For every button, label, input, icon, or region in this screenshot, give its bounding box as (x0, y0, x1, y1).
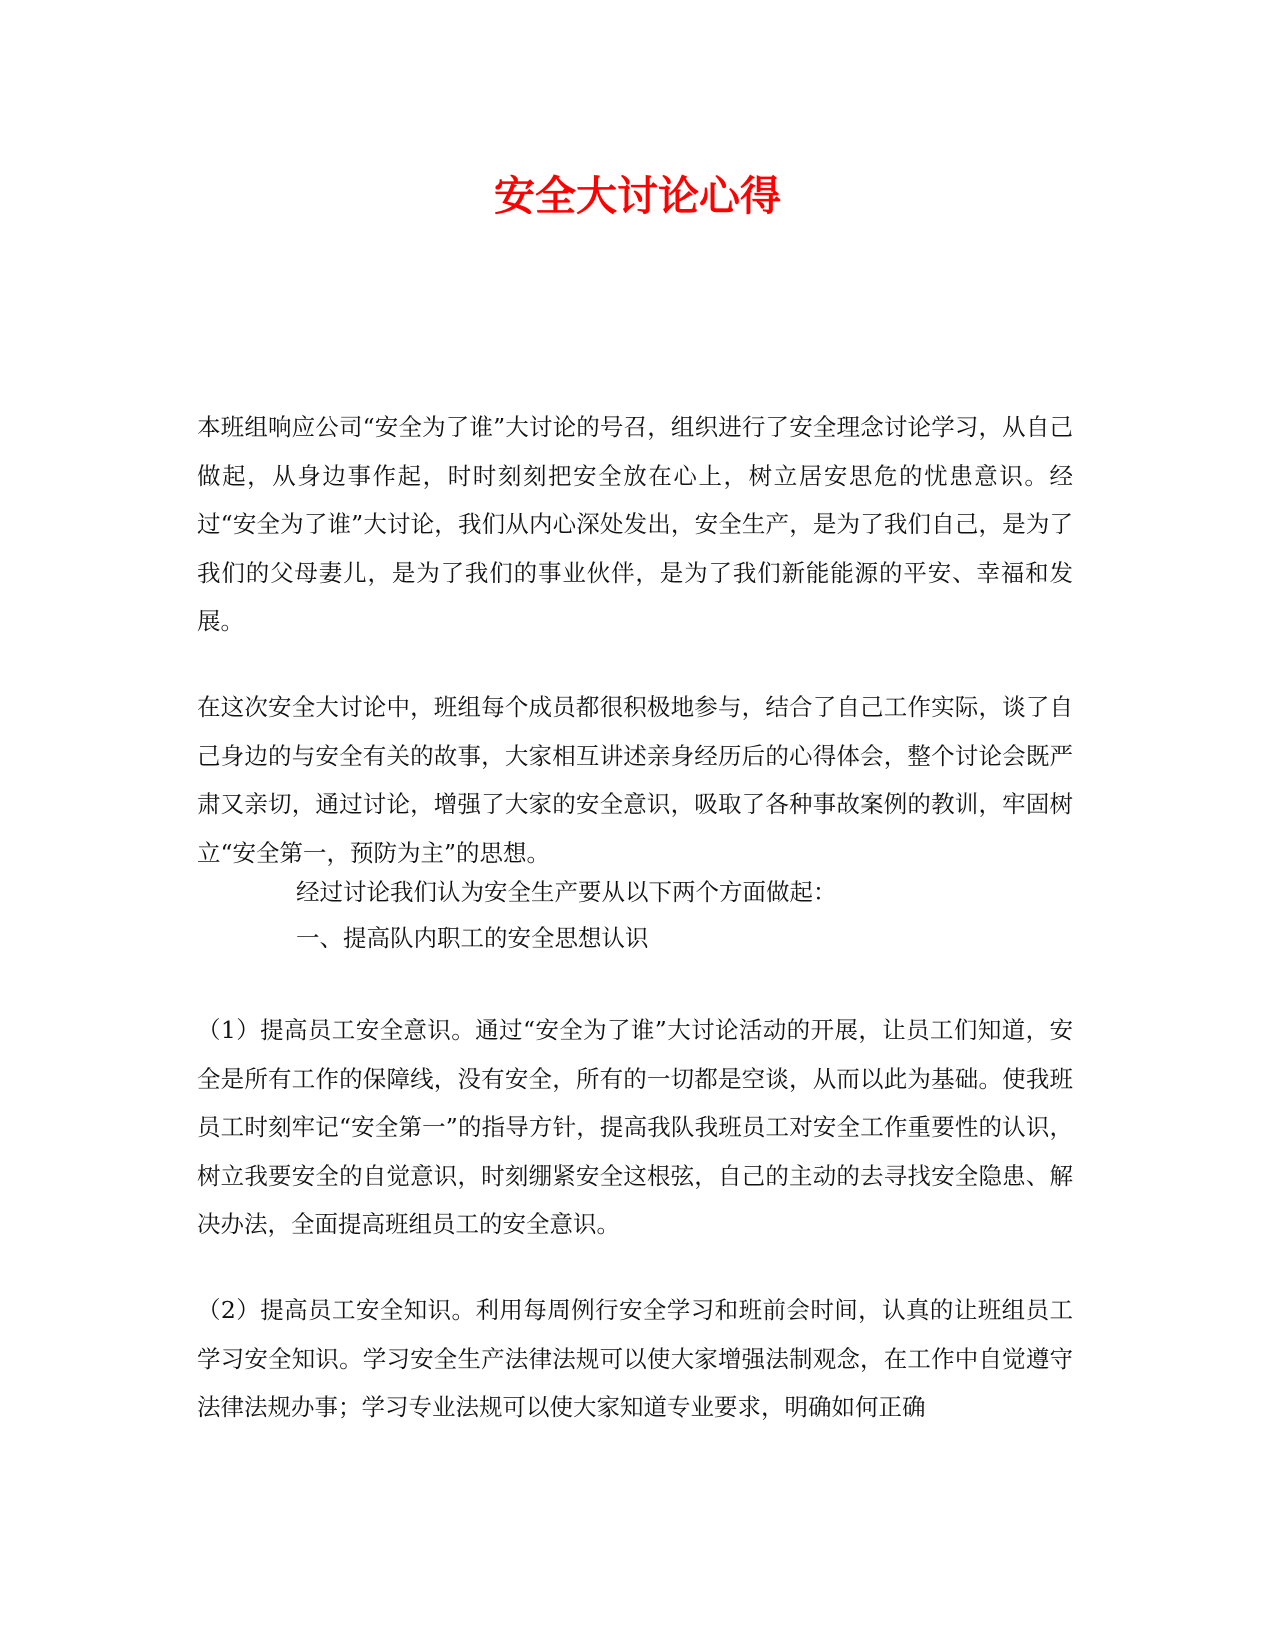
paragraph-item-1: （1）提高员工安全意识。通过“安全为了谁”大讨论活动的开展，让员工们知道，安全是所有工作的保障线，没有安全，所有的一切都是空谈，从而以此为基础。使我班员工时刻牢记“安全第一”的指导方针，提高我队我班员工对安全工作重要性的认识，树立我要安全的自觉意识，时刻绷紧安全这根弦，自己的主动的去寻找安全隐患、解决办法，全面提高班组员工的安全意识。 (197, 1016, 1073, 1238)
paragraph-discussion: 在这次安全大讨论中，班组每个成员都很积极地参与，结合了自己工作实际，谈了自己身边的与安全有关的故事，大家相互讲述亲身经历后的心得体会，整个讨论会既严肃又亲切，通过讨论，增强了大家的安全意识，吸取了各种事故案例的教训，牢固树立“安全第一，预防为主”的思想。 (197, 693, 1073, 867)
document-title: 安全大讨论心得 (494, 172, 781, 220)
paragraph-intro: 本班组响应公司“安全为了谁”大讨论的号召，组织进行了安全理念讨论学习，从自己做起，从身边事作起，时时刻刻把安全放在心上，树立居安思危的忧患意识。经过“安全为了谁”大讨论，我们从内心深处发出，安全生产，是为了我们自己，是为了我们的父母妻儿，是为了我们的事业伙伴，是为了我们新能能源的平安、幸福和发展。 (197, 413, 1073, 635)
paragraph-two-aspects: 经过讨论我们认为安全生产要从以下两个方面做起： (296, 878, 837, 906)
section-heading-one: 一、提高队内职工的安全思想认识 (296, 924, 649, 952)
paragraph-item-2: （2）提高员工安全知识。利用每周例行安全学习和班前会时间，认真的让班组员工学习安全知识。学习安全生产法律法规可以使大家增强法制观念，在工作中自觉遵守法律法规办事；学习专业法规可以使大家知道专业要求，明确如何正确 (197, 1296, 1073, 1421)
